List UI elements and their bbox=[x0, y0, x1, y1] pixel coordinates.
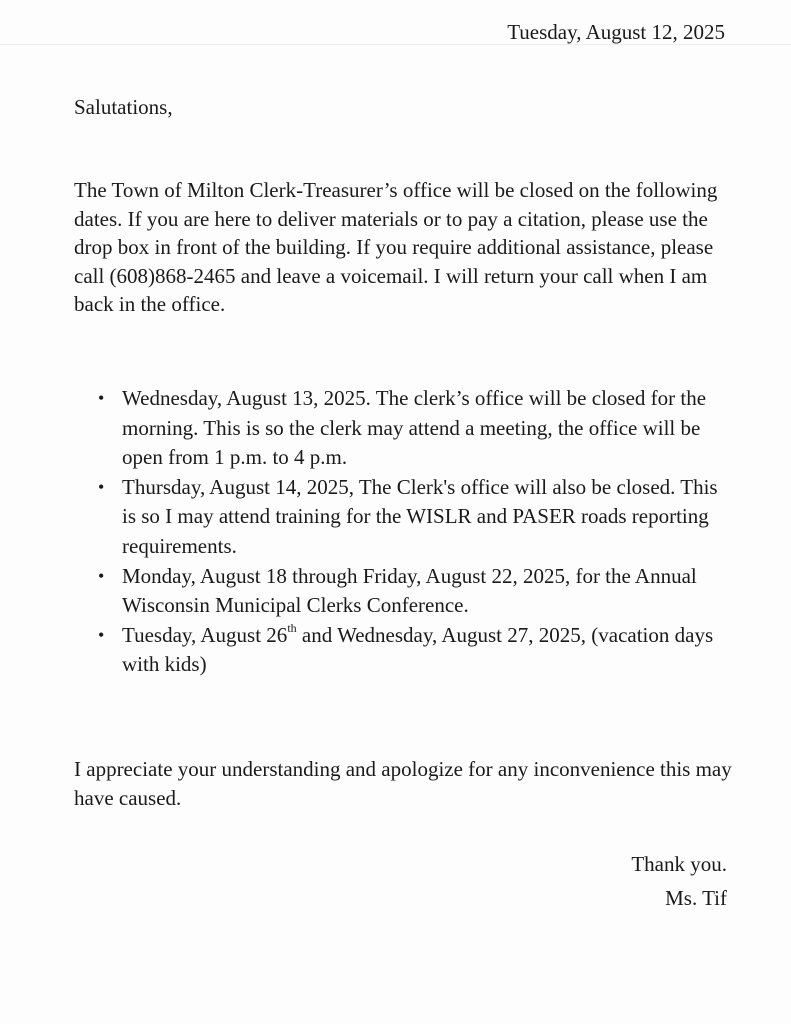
closure-text: Monday, August 18 through Friday, August 22, 2025, for the Annual Wisconsin Municipal Clerks Conference. bbox=[122, 563, 697, 618]
list-item bbox=[98, 384, 718, 473]
greeting: Salutations, bbox=[74, 95, 173, 119]
intro-paragraph: The Town of Milton Clerk-Treasurer’s office will be closed on the following dates. If you are here to deliver materials or to pay a citation, please use the drop box in front of the building. If you require additional assistance, please call (608)868-2465 and leave a voicemail. I will return your call when I am back in the office. bbox=[74, 178, 718, 317]
ordinal-superscript: th bbox=[287, 620, 297, 635]
signature: Ms. Tif bbox=[665, 886, 727, 910]
list-item bbox=[98, 621, 718, 680]
bullet-icon: • bbox=[98, 565, 105, 586]
closure-text: Wednesday, August 13, 2025. The clerk’s office will be closed for the morning. This is so the clerk may attend a meeting, the office will be open from 1 p.m. to 4 p.m. bbox=[122, 386, 707, 470]
bullet-icon: • bbox=[98, 476, 105, 497]
closure-dates-list bbox=[98, 384, 718, 680]
closure-text: Thursday, August 14, 2025, The Clerk's office will also be closed. This is so I may attend training for the WISLR and PASER roads reporting requirements. bbox=[122, 474, 718, 558]
closure-text-end: and Wednesday, August 27, 2025, (vacation days with kids) bbox=[122, 622, 714, 677]
closure-text-start: Tuesday, August 26 bbox=[122, 622, 288, 647]
letter-date: Tuesday, August 12, 2025 bbox=[507, 20, 725, 44]
signoff-block bbox=[631, 847, 727, 915]
bullet-icon: • bbox=[98, 624, 105, 645]
closing-paragraph: I appreciate your understanding and apologize for any inconvenience this may have caused. bbox=[74, 757, 732, 810]
list-item bbox=[98, 562, 718, 621]
list-item bbox=[98, 473, 718, 562]
bullet-icon: • bbox=[98, 388, 105, 408]
thanks-line: Thank you. bbox=[631, 852, 727, 876]
